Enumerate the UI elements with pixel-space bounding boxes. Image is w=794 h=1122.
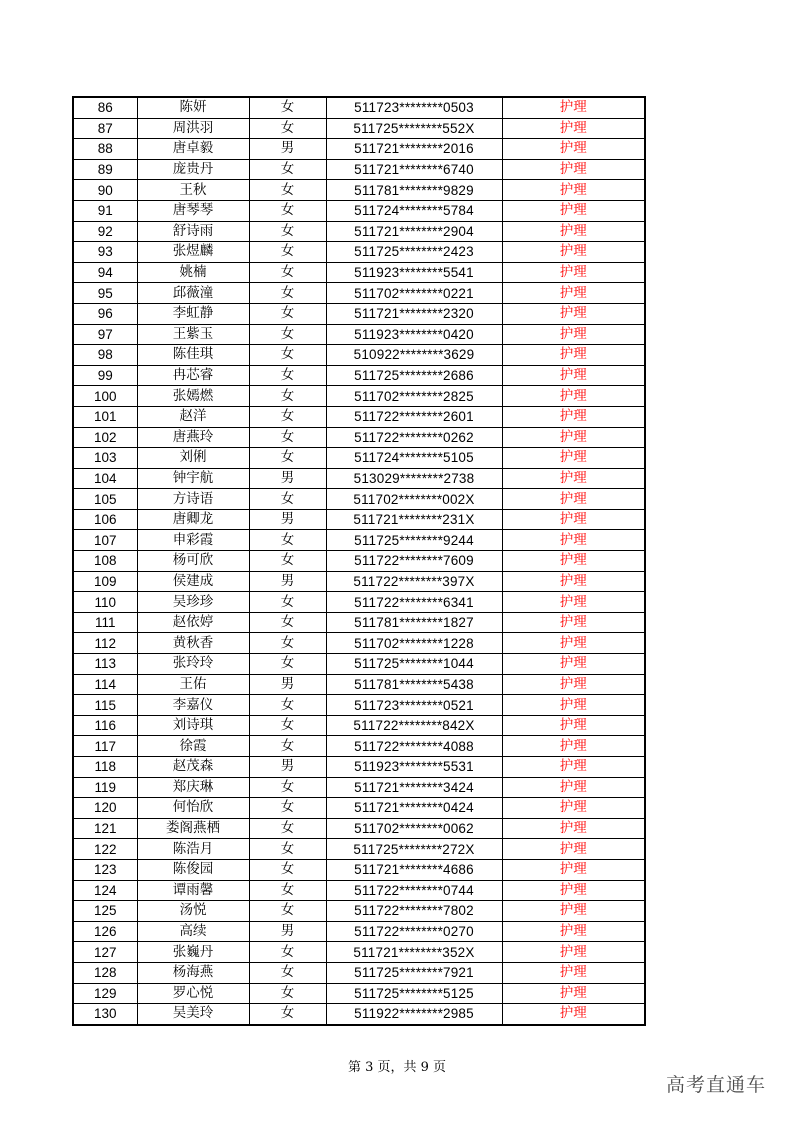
major-cell: 护理 — [502, 736, 645, 757]
id-number-cell: 511722********842X — [326, 715, 502, 736]
table-row — [73, 777, 645, 798]
row-number-cell: 94 — [73, 262, 137, 283]
student-name-cell: 舒诗雨 — [137, 221, 249, 242]
id-number-cell: 511725********1044 — [326, 654, 502, 675]
row-number-cell: 114 — [73, 674, 137, 695]
student-sex-cell: 男 — [249, 674, 326, 695]
major-cell: 护理 — [502, 921, 645, 942]
row-number-cell: 127 — [73, 942, 137, 963]
student-sex-cell: 女 — [249, 180, 326, 201]
student-sex-cell: 女 — [249, 345, 326, 366]
student-sex-cell: 女 — [249, 715, 326, 736]
student-sex-cell: 女 — [249, 983, 326, 1004]
student-sex-cell: 女 — [249, 427, 326, 448]
id-number-cell: 511725********2686 — [326, 365, 502, 386]
student-name-cell: 谭雨馨 — [137, 880, 249, 901]
major-cell: 护理 — [502, 468, 645, 489]
student-sex-cell: 女 — [249, 365, 326, 386]
row-number-cell: 90 — [73, 180, 137, 201]
major-cell: 护理 — [502, 901, 645, 922]
row-number-cell: 125 — [73, 901, 137, 922]
student-sex-cell: 女 — [249, 221, 326, 242]
student-name-cell: 刘俐 — [137, 448, 249, 469]
row-number-cell: 123 — [73, 859, 137, 880]
major-cell: 护理 — [502, 859, 645, 880]
table-row — [73, 427, 645, 448]
row-number-cell: 124 — [73, 880, 137, 901]
student-name-cell: 陈俊园 — [137, 859, 249, 880]
major-cell: 护理 — [502, 303, 645, 324]
table-row — [73, 489, 645, 510]
table-row — [73, 901, 645, 922]
major-cell: 护理 — [502, 654, 645, 675]
major-cell: 护理 — [502, 406, 645, 427]
row-number-cell: 130 — [73, 1004, 137, 1025]
row-number-cell: 119 — [73, 777, 137, 798]
table-row — [73, 180, 645, 201]
student-name-cell: 张煜麟 — [137, 242, 249, 263]
student-sex-cell: 女 — [249, 262, 326, 283]
student-name-cell: 陈浩月 — [137, 839, 249, 860]
major-cell: 护理 — [502, 509, 645, 530]
table-row — [73, 715, 645, 736]
id-number-cell: 511725********9244 — [326, 530, 502, 551]
id-number-cell: 511725********552X — [326, 118, 502, 139]
major-cell: 护理 — [502, 839, 645, 860]
row-number-cell: 100 — [73, 386, 137, 407]
student-sex-cell: 女 — [249, 633, 326, 654]
table-row — [73, 386, 645, 407]
major-cell: 护理 — [502, 200, 645, 221]
table-row — [73, 448, 645, 469]
row-number-cell: 87 — [73, 118, 137, 139]
student-sex-cell: 女 — [249, 962, 326, 983]
student-name-cell: 钟宇航 — [137, 468, 249, 489]
id-number-cell: 511722********6341 — [326, 592, 502, 613]
row-number-cell: 92 — [73, 221, 137, 242]
student-name-cell: 吴珍珍 — [137, 592, 249, 613]
id-number-cell: 511724********5105 — [326, 448, 502, 469]
major-cell: 护理 — [502, 262, 645, 283]
student-sex-cell: 女 — [249, 901, 326, 922]
table-row — [73, 612, 645, 633]
table-row — [73, 200, 645, 221]
table-row — [73, 345, 645, 366]
major-cell: 护理 — [502, 818, 645, 839]
row-number-cell: 117 — [73, 736, 137, 757]
id-number-cell: 511702********0062 — [326, 818, 502, 839]
roster-body — [73, 97, 645, 1025]
student-sex-cell: 男 — [249, 139, 326, 160]
id-number-cell: 511702********2825 — [326, 386, 502, 407]
student-sex-cell: 女 — [249, 612, 326, 633]
id-number-cell: 511923********5531 — [326, 757, 502, 778]
row-number-cell: 107 — [73, 530, 137, 551]
id-number-cell: 511923********5541 — [326, 262, 502, 283]
major-cell: 护理 — [502, 345, 645, 366]
student-name-cell: 赵依婷 — [137, 612, 249, 633]
student-sex-cell: 女 — [249, 592, 326, 613]
row-number-cell: 106 — [73, 509, 137, 530]
row-number-cell: 121 — [73, 818, 137, 839]
student-name-cell: 何怡欣 — [137, 798, 249, 819]
id-number-cell: 511721********352X — [326, 942, 502, 963]
id-number-cell: 511922********2985 — [326, 1004, 502, 1025]
student-name-cell: 高续 — [137, 921, 249, 942]
table-row — [73, 983, 645, 1004]
row-number-cell: 95 — [73, 283, 137, 304]
student-sex-cell: 女 — [249, 303, 326, 324]
row-number-cell: 91 — [73, 200, 137, 221]
major-cell: 护理 — [502, 530, 645, 551]
row-number-cell: 109 — [73, 571, 137, 592]
student-sex-cell: 女 — [249, 242, 326, 263]
student-name-cell: 王秋 — [137, 180, 249, 201]
student-sex-cell: 女 — [249, 695, 326, 716]
id-number-cell: 510922********3629 — [326, 345, 502, 366]
student-name-cell: 汤悦 — [137, 901, 249, 922]
table-row — [73, 159, 645, 180]
id-number-cell: 511722********7802 — [326, 901, 502, 922]
student-name-cell: 周洪羽 — [137, 118, 249, 139]
major-cell: 护理 — [502, 551, 645, 572]
major-cell: 护理 — [502, 448, 645, 469]
table-row — [73, 551, 645, 572]
id-number-cell: 511722********0744 — [326, 880, 502, 901]
major-cell: 护理 — [502, 97, 645, 118]
major-cell: 护理 — [502, 633, 645, 654]
major-cell: 护理 — [502, 777, 645, 798]
table-row — [73, 798, 645, 819]
student-name-cell: 杨海燕 — [137, 962, 249, 983]
row-number-cell: 115 — [73, 695, 137, 716]
major-cell: 护理 — [502, 242, 645, 263]
row-number-cell: 126 — [73, 921, 137, 942]
id-number-cell: 511721********231X — [326, 509, 502, 530]
student-sex-cell: 女 — [249, 1004, 326, 1025]
student-name-cell: 娄阁燕栖 — [137, 818, 249, 839]
table-row — [73, 97, 645, 118]
id-number-cell: 511723********0521 — [326, 695, 502, 716]
major-cell: 护理 — [502, 1004, 645, 1025]
student-name-cell: 黄秋香 — [137, 633, 249, 654]
table-row — [73, 139, 645, 160]
id-number-cell: 511725********7921 — [326, 962, 502, 983]
row-number-cell: 99 — [73, 365, 137, 386]
row-number-cell: 110 — [73, 592, 137, 613]
table-row — [73, 633, 645, 654]
row-number-cell: 102 — [73, 427, 137, 448]
id-number-cell: 511722********0270 — [326, 921, 502, 942]
major-cell: 护理 — [502, 942, 645, 963]
id-number-cell: 511781********5438 — [326, 674, 502, 695]
student-name-cell: 赵茂森 — [137, 757, 249, 778]
student-name-cell: 邱薇潼 — [137, 283, 249, 304]
id-number-cell: 511725********272X — [326, 839, 502, 860]
student-sex-cell: 女 — [249, 406, 326, 427]
watermark-logo: 高考直通车 — [665, 1074, 766, 1096]
student-sex-cell: 女 — [249, 530, 326, 551]
major-cell: 护理 — [502, 612, 645, 633]
row-number-cell: 113 — [73, 654, 137, 675]
id-number-cell: 511702********1228 — [326, 633, 502, 654]
major-cell: 护理 — [502, 427, 645, 448]
page-footer: 第 3 页，共 9 页 — [347, 1060, 447, 1075]
major-cell: 护理 — [502, 324, 645, 345]
major-cell: 护理 — [502, 962, 645, 983]
student-sex-cell: 男 — [249, 757, 326, 778]
student-name-cell: 侯建成 — [137, 571, 249, 592]
id-number-cell: 511725********5125 — [326, 983, 502, 1004]
student-sex-cell: 女 — [249, 798, 326, 819]
student-sex-cell: 女 — [249, 777, 326, 798]
student-sex-cell: 女 — [249, 386, 326, 407]
id-number-cell: 511781********9829 — [326, 180, 502, 201]
student-name-cell: 李虹静 — [137, 303, 249, 324]
table-row — [73, 921, 645, 942]
major-cell: 护理 — [502, 283, 645, 304]
student-sex-cell: 女 — [249, 283, 326, 304]
student-sex-cell: 男 — [249, 509, 326, 530]
student-sex-cell: 女 — [249, 489, 326, 510]
student-sex-cell: 男 — [249, 921, 326, 942]
row-number-cell: 105 — [73, 489, 137, 510]
major-cell: 护理 — [502, 798, 645, 819]
row-number-cell: 118 — [73, 757, 137, 778]
id-number-cell: 511721********0424 — [326, 798, 502, 819]
student-name-cell: 唐卓毅 — [137, 139, 249, 160]
row-number-cell: 128 — [73, 962, 137, 983]
table-row — [73, 324, 645, 345]
student-name-cell: 张嫣燃 — [137, 386, 249, 407]
row-number-cell: 129 — [73, 983, 137, 1004]
student-roster-table — [72, 96, 646, 1026]
major-cell: 护理 — [502, 983, 645, 1004]
id-number-cell: 511721********3424 — [326, 777, 502, 798]
student-sex-cell: 女 — [249, 551, 326, 572]
row-number-cell: 108 — [73, 551, 137, 572]
major-cell: 护理 — [502, 221, 645, 242]
student-sex-cell: 女 — [249, 118, 326, 139]
id-number-cell: 511721********4686 — [326, 859, 502, 880]
student-name-cell: 罗心悦 — [137, 983, 249, 1004]
student-sex-cell: 女 — [249, 654, 326, 675]
id-number-cell: 511781********1827 — [326, 612, 502, 633]
table-row — [73, 962, 645, 983]
student-name-cell: 方诗语 — [137, 489, 249, 510]
student-name-cell: 张巍丹 — [137, 942, 249, 963]
student-sex-cell: 女 — [249, 200, 326, 221]
table-row — [73, 818, 645, 839]
student-name-cell: 王佑 — [137, 674, 249, 695]
student-sex-cell: 女 — [249, 839, 326, 860]
student-name-cell: 吴美玲 — [137, 1004, 249, 1025]
table-row — [73, 221, 645, 242]
student-sex-cell: 女 — [249, 97, 326, 118]
student-name-cell: 唐卿龙 — [137, 509, 249, 530]
id-number-cell: 511722********0262 — [326, 427, 502, 448]
table-row — [73, 674, 645, 695]
table-row — [73, 283, 645, 304]
table-row — [73, 406, 645, 427]
student-sex-cell: 男 — [249, 571, 326, 592]
table-row — [73, 859, 645, 880]
student-name-cell: 申彩霞 — [137, 530, 249, 551]
row-number-cell: 89 — [73, 159, 137, 180]
table-row — [73, 736, 645, 757]
id-number-cell: 511725********2423 — [326, 242, 502, 263]
major-cell: 护理 — [502, 386, 645, 407]
id-number-cell: 511702********002X — [326, 489, 502, 510]
student-sex-cell: 男 — [249, 468, 326, 489]
student-name-cell: 王紫玉 — [137, 324, 249, 345]
major-cell: 护理 — [502, 674, 645, 695]
major-cell: 护理 — [502, 880, 645, 901]
major-cell: 护理 — [502, 695, 645, 716]
id-number-cell: 511721********2904 — [326, 221, 502, 242]
table-row — [73, 468, 645, 489]
student-sex-cell: 女 — [249, 942, 326, 963]
major-cell: 护理 — [502, 365, 645, 386]
table-row — [73, 262, 645, 283]
major-cell: 护理 — [502, 159, 645, 180]
major-cell: 护理 — [502, 139, 645, 160]
student-name-cell: 唐琴琴 — [137, 200, 249, 221]
id-number-cell: 511923********0420 — [326, 324, 502, 345]
id-number-cell: 513029********2738 — [326, 468, 502, 489]
student-name-cell: 郑庆琳 — [137, 777, 249, 798]
row-number-cell: 93 — [73, 242, 137, 263]
table-row — [73, 880, 645, 901]
major-cell: 护理 — [502, 592, 645, 613]
row-number-cell: 88 — [73, 139, 137, 160]
student-name-cell: 徐霞 — [137, 736, 249, 757]
table-row — [73, 1004, 645, 1025]
student-name-cell: 刘诗琪 — [137, 715, 249, 736]
id-number-cell: 511722********4088 — [326, 736, 502, 757]
table-row — [73, 592, 645, 613]
major-cell: 护理 — [502, 118, 645, 139]
student-name-cell: 李嘉仪 — [137, 695, 249, 716]
id-number-cell: 511722********2601 — [326, 406, 502, 427]
row-number-cell: 122 — [73, 839, 137, 860]
table-row — [73, 654, 645, 675]
table-row — [73, 118, 645, 139]
id-number-cell: 511724********5784 — [326, 200, 502, 221]
student-sex-cell: 女 — [249, 736, 326, 757]
major-cell: 护理 — [502, 180, 645, 201]
table-row — [73, 695, 645, 716]
row-number-cell: 103 — [73, 448, 137, 469]
table-row — [73, 839, 645, 860]
student-name-cell: 唐燕玲 — [137, 427, 249, 448]
table-row — [73, 509, 645, 530]
student-name-cell: 张玲玲 — [137, 654, 249, 675]
student-sex-cell: 女 — [249, 324, 326, 345]
table-row — [73, 571, 645, 592]
id-number-cell: 511721********2016 — [326, 139, 502, 160]
student-sex-cell: 女 — [249, 159, 326, 180]
student-sex-cell: 女 — [249, 448, 326, 469]
table-row — [73, 365, 645, 386]
row-number-cell: 101 — [73, 406, 137, 427]
student-name-cell: 陈佳琪 — [137, 345, 249, 366]
student-name-cell: 赵洋 — [137, 406, 249, 427]
id-number-cell: 511721********6740 — [326, 159, 502, 180]
row-number-cell: 111 — [73, 612, 137, 633]
student-name-cell: 冉芯睿 — [137, 365, 249, 386]
student-sex-cell: 女 — [249, 880, 326, 901]
row-number-cell: 96 — [73, 303, 137, 324]
row-number-cell: 98 — [73, 345, 137, 366]
id-number-cell: 511702********0221 — [326, 283, 502, 304]
student-name-cell: 姚楠 — [137, 262, 249, 283]
student-name-cell: 庞贵丹 — [137, 159, 249, 180]
student-name-cell: 陈妍 — [137, 97, 249, 118]
row-number-cell: 120 — [73, 798, 137, 819]
major-cell: 护理 — [502, 571, 645, 592]
student-sex-cell: 女 — [249, 859, 326, 880]
id-number-cell: 511722********397X — [326, 571, 502, 592]
table-row — [73, 530, 645, 551]
row-number-cell: 112 — [73, 633, 137, 654]
table-row — [73, 303, 645, 324]
student-name-cell: 杨可欣 — [137, 551, 249, 572]
major-cell: 护理 — [502, 757, 645, 778]
row-number-cell: 116 — [73, 715, 137, 736]
student-sex-cell: 女 — [249, 818, 326, 839]
major-cell: 护理 — [502, 489, 645, 510]
id-number-cell: 511722********7609 — [326, 551, 502, 572]
table-row — [73, 942, 645, 963]
id-number-cell: 511723********0503 — [326, 97, 502, 118]
id-number-cell: 511721********2320 — [326, 303, 502, 324]
table-row — [73, 757, 645, 778]
row-number-cell: 86 — [73, 97, 137, 118]
row-number-cell: 104 — [73, 468, 137, 489]
table-row — [73, 242, 645, 263]
major-cell: 护理 — [502, 715, 645, 736]
row-number-cell: 97 — [73, 324, 137, 345]
